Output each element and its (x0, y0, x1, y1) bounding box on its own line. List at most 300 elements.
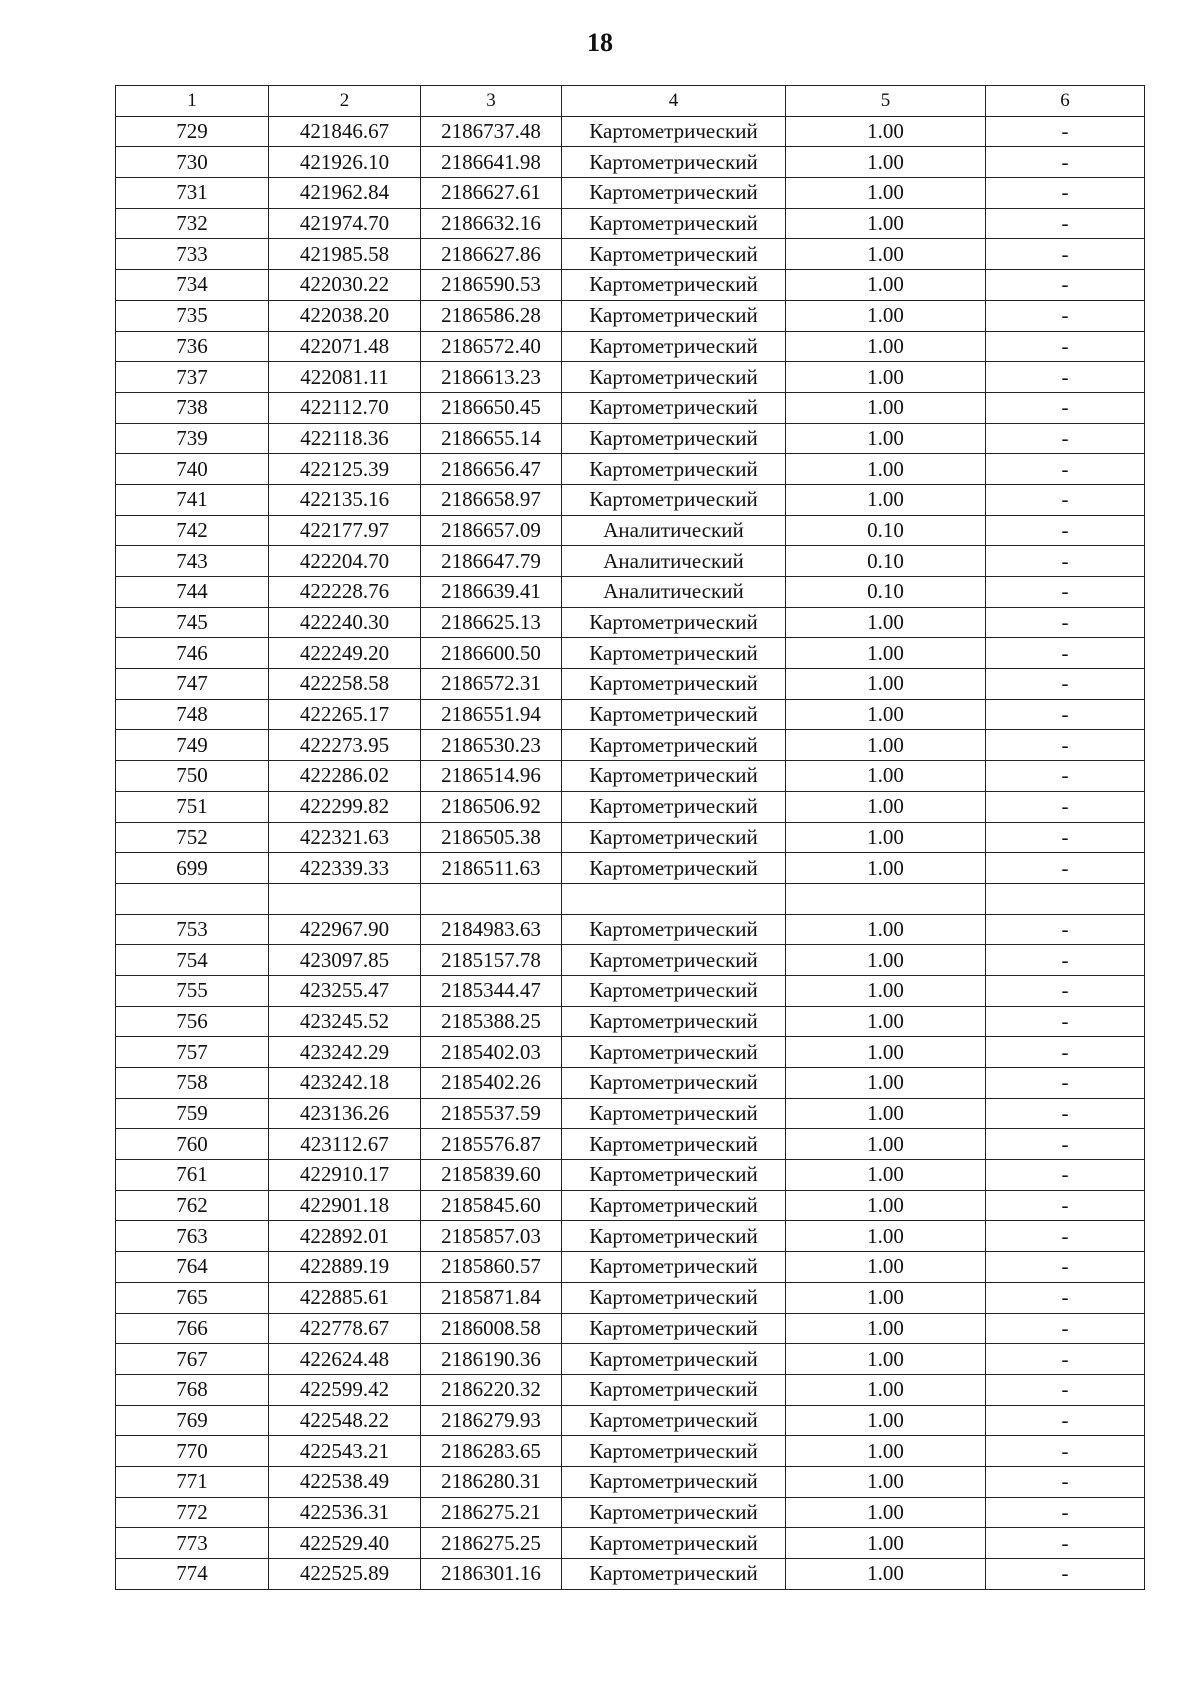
note-cell: - (986, 362, 1145, 393)
accuracy-cell: 1.00 (786, 484, 986, 515)
x-coordinate-cell: 422258.58 (269, 669, 421, 700)
y-coordinate-cell: 2186511.63 (421, 853, 562, 884)
x-coordinate-cell: 422228.76 (269, 577, 421, 608)
point-number-cell: 743 (116, 546, 269, 577)
y-coordinate-cell: 2186641.98 (421, 147, 562, 178)
point-number-cell: 767 (116, 1344, 269, 1375)
x-coordinate-cell: 423245.52 (269, 1006, 421, 1037)
point-number-cell: 760 (116, 1129, 269, 1160)
table-row (116, 300, 1145, 331)
table-row (116, 1160, 1145, 1191)
method-cell: Картометрический (562, 1436, 786, 1467)
accuracy-cell: 1.00 (786, 822, 986, 853)
y-coordinate-cell: 2186737.48 (421, 116, 562, 147)
note-cell: - (986, 730, 1145, 761)
table-row (116, 638, 1145, 669)
point-number-cell: 742 (116, 515, 269, 546)
x-coordinate-cell: 422249.20 (269, 638, 421, 669)
table-row (116, 1252, 1145, 1283)
x-coordinate-cell: 422536.31 (269, 1497, 421, 1528)
note-cell: - (986, 1221, 1145, 1252)
table-row (116, 454, 1145, 485)
point-number-cell: 744 (116, 577, 269, 608)
method-cell: Картометрический (562, 822, 786, 853)
method-cell: Аналитический (562, 546, 786, 577)
method-cell: Картометрический (562, 423, 786, 454)
y-coordinate-cell: 2186572.31 (421, 669, 562, 700)
point-number-cell: 736 (116, 331, 269, 362)
table-row (116, 1313, 1145, 1344)
accuracy-cell: 1.00 (786, 270, 986, 301)
method-cell (562, 883, 786, 914)
y-coordinate-cell: 2186639.41 (421, 577, 562, 608)
table-row (116, 1190, 1145, 1221)
x-coordinate-cell: 422118.36 (269, 423, 421, 454)
accuracy-cell: 0.10 (786, 515, 986, 546)
x-coordinate-cell: 422273.95 (269, 730, 421, 761)
table-row (116, 1282, 1145, 1313)
y-coordinate-cell: 2186627.86 (421, 239, 562, 270)
table-row (116, 546, 1145, 577)
accuracy-cell: 1.00 (786, 1221, 986, 1252)
x-coordinate-cell: 421962.84 (269, 178, 421, 209)
table-row (116, 1006, 1145, 1037)
x-coordinate-cell: 422538.49 (269, 1466, 421, 1497)
method-cell: Картометрический (562, 1528, 786, 1559)
note-cell: - (986, 791, 1145, 822)
table-row (116, 1129, 1145, 1160)
method-cell: Картометрический (562, 1098, 786, 1129)
point-number-cell: 751 (116, 791, 269, 822)
table-row (116, 761, 1145, 792)
accuracy-cell: 1.00 (786, 1374, 986, 1405)
table-body (116, 86, 1145, 1590)
method-cell: Картометрический (562, 1129, 786, 1160)
method-cell: Картометрический (562, 1313, 786, 1344)
note-cell: - (986, 392, 1145, 423)
point-number-cell: 738 (116, 392, 269, 423)
x-coordinate-cell: 422967.90 (269, 914, 421, 945)
y-coordinate-cell: 2186279.93 (421, 1405, 562, 1436)
y-coordinate-cell: 2186505.38 (421, 822, 562, 853)
table-row (116, 1374, 1145, 1405)
note-cell: - (986, 822, 1145, 853)
accuracy-cell: 1.00 (786, 945, 986, 976)
table-row (116, 1528, 1145, 1559)
table-row (116, 270, 1145, 301)
method-cell: Картометрический (562, 638, 786, 669)
y-coordinate-cell: 2186190.36 (421, 1344, 562, 1375)
y-coordinate-cell: 2186506.92 (421, 791, 562, 822)
y-coordinate-cell: 2186551.94 (421, 699, 562, 730)
y-coordinate-cell: 2185857.03 (421, 1221, 562, 1252)
note-cell: - (986, 116, 1145, 147)
y-coordinate-cell: 2185402.26 (421, 1068, 562, 1099)
note-cell: - (986, 914, 1145, 945)
x-coordinate-cell: 422901.18 (269, 1190, 421, 1221)
note-cell: - (986, 1037, 1145, 1068)
point-number-cell: 757 (116, 1037, 269, 1068)
note-cell: - (986, 945, 1145, 976)
accuracy-cell: 1.00 (786, 761, 986, 792)
note-cell: - (986, 1344, 1145, 1375)
note-cell: - (986, 1374, 1145, 1405)
point-number-cell: 762 (116, 1190, 269, 1221)
point-number-cell: 753 (116, 914, 269, 945)
table-row (116, 1559, 1145, 1590)
x-coordinate-cell: 422910.17 (269, 1160, 421, 1191)
method-cell: Картометрический (562, 208, 786, 239)
point-number-cell: 735 (116, 300, 269, 331)
point-number-cell: 732 (116, 208, 269, 239)
method-cell: Аналитический (562, 577, 786, 608)
method-cell: Картометрический (562, 1160, 786, 1191)
table-row (116, 484, 1145, 515)
accuracy-cell: 1.00 (786, 1282, 986, 1313)
table-row (116, 914, 1145, 945)
point-number-cell: 755 (116, 975, 269, 1006)
accuracy-cell: 1.00 (786, 392, 986, 423)
point-number-cell (116, 883, 269, 914)
point-number-cell: 761 (116, 1160, 269, 1191)
x-coordinate-cell: 422543.21 (269, 1436, 421, 1467)
accuracy-cell: 1.00 (786, 699, 986, 730)
y-coordinate-cell: 2186572.40 (421, 331, 562, 362)
table-row (116, 577, 1145, 608)
accuracy-cell: 1.00 (786, 1098, 986, 1129)
note-cell: - (986, 1282, 1145, 1313)
point-number-cell: 733 (116, 239, 269, 270)
y-coordinate-cell: 2184983.63 (421, 914, 562, 945)
point-number-cell: 771 (116, 1466, 269, 1497)
x-coordinate-cell: 422321.63 (269, 822, 421, 853)
method-cell: Картометрический (562, 1006, 786, 1037)
y-coordinate-cell: 2186220.32 (421, 1374, 562, 1405)
point-number-cell: 765 (116, 1282, 269, 1313)
table-row (116, 853, 1145, 884)
method-cell: Картометрический (562, 791, 786, 822)
x-coordinate-cell: 422624.48 (269, 1344, 421, 1375)
y-coordinate-cell: 2186280.31 (421, 1466, 562, 1497)
x-coordinate-cell: 422529.40 (269, 1528, 421, 1559)
x-coordinate-cell: 422030.22 (269, 270, 421, 301)
method-cell: Картометрический (562, 239, 786, 270)
point-number-cell: 731 (116, 178, 269, 209)
note-cell: - (986, 178, 1145, 209)
x-coordinate-cell: 422339.33 (269, 853, 421, 884)
note-cell: - (986, 975, 1145, 1006)
accuracy-cell: 1.00 (786, 178, 986, 209)
x-coordinate-cell: 422204.70 (269, 546, 421, 577)
column-header: 5 (786, 86, 986, 117)
method-cell: Картометрический (562, 853, 786, 884)
table-row (116, 1068, 1145, 1099)
y-coordinate-cell: 2185576.87 (421, 1129, 562, 1160)
y-coordinate-cell: 2185402.03 (421, 1037, 562, 1068)
x-coordinate-cell: 423242.18 (269, 1068, 421, 1099)
x-coordinate-cell: 422286.02 (269, 761, 421, 792)
point-number-cell: 741 (116, 484, 269, 515)
accuracy-cell: 1.00 (786, 1559, 986, 1590)
point-number-cell: 772 (116, 1497, 269, 1528)
point-number-cell: 756 (116, 1006, 269, 1037)
accuracy-cell: 1.00 (786, 1405, 986, 1436)
y-coordinate-cell: 2185845.60 (421, 1190, 562, 1221)
y-coordinate-cell: 2186600.50 (421, 638, 562, 669)
table-row (116, 730, 1145, 761)
method-cell: Картометрический (562, 331, 786, 362)
y-coordinate-cell: 2186655.14 (421, 423, 562, 454)
table-row (116, 178, 1145, 209)
note-cell: - (986, 1129, 1145, 1160)
table-row (116, 362, 1145, 393)
y-coordinate-cell: 2186647.79 (421, 546, 562, 577)
accuracy-cell: 1.00 (786, 300, 986, 331)
coordinates-table (115, 85, 1145, 1590)
column-header: 4 (562, 86, 786, 117)
table-row (116, 331, 1145, 362)
x-coordinate-cell: 422265.17 (269, 699, 421, 730)
point-number-cell: 737 (116, 362, 269, 393)
y-coordinate-cell: 2185388.25 (421, 1006, 562, 1037)
point-number-cell: 740 (116, 454, 269, 485)
accuracy-cell: 1.00 (786, 607, 986, 638)
table-row (116, 392, 1145, 423)
note-cell: - (986, 300, 1145, 331)
point-number-cell: 734 (116, 270, 269, 301)
note-cell: - (986, 761, 1145, 792)
note-cell: - (986, 1313, 1145, 1344)
note-cell: - (986, 1405, 1145, 1436)
table-row (116, 607, 1145, 638)
x-coordinate-cell: 423112.67 (269, 1129, 421, 1160)
accuracy-cell: 1.00 (786, 1129, 986, 1160)
method-cell: Картометрический (562, 484, 786, 515)
point-number-cell: 750 (116, 761, 269, 792)
x-coordinate-cell: 422892.01 (269, 1221, 421, 1252)
method-cell: Картометрический (562, 1282, 786, 1313)
method-cell: Картометрический (562, 1405, 786, 1436)
x-coordinate-cell: 422071.48 (269, 331, 421, 362)
note-cell: - (986, 1098, 1145, 1129)
point-number-cell: 749 (116, 730, 269, 761)
accuracy-cell: 1.00 (786, 331, 986, 362)
note-cell: - (986, 638, 1145, 669)
x-coordinate-cell: 422889.19 (269, 1252, 421, 1283)
accuracy-cell: 1.00 (786, 1006, 986, 1037)
note-cell: - (986, 331, 1145, 362)
y-coordinate-cell: 2185839.60 (421, 1160, 562, 1191)
accuracy-cell: 1.00 (786, 853, 986, 884)
y-coordinate-cell: 2186632.16 (421, 208, 562, 239)
method-cell: Картометрический (562, 669, 786, 700)
y-coordinate-cell: 2186650.45 (421, 392, 562, 423)
x-coordinate-cell: 422525.89 (269, 1559, 421, 1590)
accuracy-cell: 1.00 (786, 116, 986, 147)
column-header: 1 (116, 86, 269, 117)
table-row (116, 1098, 1145, 1129)
x-coordinate-cell: 422112.70 (269, 392, 421, 423)
table-row (116, 669, 1145, 700)
y-coordinate-cell: 2185157.78 (421, 945, 562, 976)
accuracy-cell (786, 883, 986, 914)
y-coordinate-cell: 2186514.96 (421, 761, 562, 792)
y-coordinate-cell: 2186657.09 (421, 515, 562, 546)
table-row (116, 822, 1145, 853)
note-cell: - (986, 1160, 1145, 1191)
accuracy-cell: 1.00 (786, 1313, 986, 1344)
y-coordinate-cell: 2185860.57 (421, 1252, 562, 1283)
note-cell: - (986, 1006, 1145, 1037)
method-cell: Картометрический (562, 1497, 786, 1528)
x-coordinate-cell (269, 883, 421, 914)
point-number-cell: 747 (116, 669, 269, 700)
table-row (116, 116, 1145, 147)
accuracy-cell: 1.00 (786, 975, 986, 1006)
table-row (116, 1344, 1145, 1375)
method-cell: Картометрический (562, 1068, 786, 1099)
note-cell: - (986, 546, 1145, 577)
table-row (116, 1497, 1145, 1528)
table-row (116, 1221, 1145, 1252)
accuracy-cell: 1.00 (786, 1528, 986, 1559)
y-coordinate-cell: 2186590.53 (421, 270, 562, 301)
x-coordinate-cell: 422135.16 (269, 484, 421, 515)
y-coordinate-cell: 2186656.47 (421, 454, 562, 485)
x-coordinate-cell: 421846.67 (269, 116, 421, 147)
accuracy-cell: 1.00 (786, 454, 986, 485)
point-number-cell: 730 (116, 147, 269, 178)
table-row (116, 1436, 1145, 1467)
method-cell: Картометрический (562, 178, 786, 209)
accuracy-cell: 0.10 (786, 546, 986, 577)
y-coordinate-cell: 2186586.28 (421, 300, 562, 331)
table-row (116, 423, 1145, 454)
method-cell: Картометрический (562, 975, 786, 1006)
point-number-cell: 773 (116, 1528, 269, 1559)
method-cell: Картометрический (562, 1190, 786, 1221)
note-cell: - (986, 239, 1145, 270)
x-coordinate-cell: 422177.97 (269, 515, 421, 546)
point-number-cell: 766 (116, 1313, 269, 1344)
x-coordinate-cell: 423136.26 (269, 1098, 421, 1129)
note-cell: - (986, 270, 1145, 301)
method-cell: Картометрический (562, 607, 786, 638)
accuracy-cell: 1.00 (786, 1466, 986, 1497)
accuracy-cell: 1.00 (786, 638, 986, 669)
point-number-cell: 729 (116, 116, 269, 147)
table-row (116, 239, 1145, 270)
note-cell: - (986, 515, 1145, 546)
accuracy-cell: 1.00 (786, 1037, 986, 1068)
table-row (116, 515, 1145, 546)
table-row (116, 883, 1145, 914)
point-number-cell: 748 (116, 699, 269, 730)
accuracy-cell: 1.00 (786, 1344, 986, 1375)
note-cell: - (986, 699, 1145, 730)
point-number-cell: 739 (116, 423, 269, 454)
x-coordinate-cell: 422081.11 (269, 362, 421, 393)
method-cell: Картометрический (562, 392, 786, 423)
point-number-cell: 699 (116, 853, 269, 884)
x-coordinate-cell: 421985.58 (269, 239, 421, 270)
note-cell: - (986, 1436, 1145, 1467)
accuracy-cell: 1.00 (786, 1160, 986, 1191)
accuracy-cell: 1.00 (786, 208, 986, 239)
y-coordinate-cell: 2185871.84 (421, 1282, 562, 1313)
column-header: 6 (986, 86, 1145, 117)
point-number-cell: 754 (116, 945, 269, 976)
note-cell: - (986, 607, 1145, 638)
method-cell: Картометрический (562, 1221, 786, 1252)
note-cell: - (986, 577, 1145, 608)
table-row (116, 147, 1145, 178)
y-coordinate-cell: 2186613.23 (421, 362, 562, 393)
note-cell: - (986, 484, 1145, 515)
note-cell: - (986, 1497, 1145, 1528)
accuracy-cell: 1.00 (786, 1497, 986, 1528)
note-cell: - (986, 853, 1145, 884)
x-coordinate-cell: 422038.20 (269, 300, 421, 331)
point-number-cell: 746 (116, 638, 269, 669)
y-coordinate-cell: 2186283.65 (421, 1436, 562, 1467)
accuracy-cell: 0.10 (786, 577, 986, 608)
y-coordinate-cell: 2186008.58 (421, 1313, 562, 1344)
x-coordinate-cell: 423097.85 (269, 945, 421, 976)
accuracy-cell: 1.00 (786, 423, 986, 454)
method-cell: Картометрический (562, 454, 786, 485)
point-number-cell: 745 (116, 607, 269, 638)
x-coordinate-cell: 421974.70 (269, 208, 421, 239)
y-coordinate-cell: 2186627.61 (421, 178, 562, 209)
x-coordinate-cell: 423255.47 (269, 975, 421, 1006)
method-cell: Картометрический (562, 730, 786, 761)
note-cell: - (986, 669, 1145, 700)
note-cell: - (986, 1559, 1145, 1590)
method-cell: Картометрический (562, 945, 786, 976)
y-coordinate-cell: 2186530.23 (421, 730, 562, 761)
accuracy-cell: 1.00 (786, 791, 986, 822)
x-coordinate-cell: 422548.22 (269, 1405, 421, 1436)
method-cell: Картометрический (562, 300, 786, 331)
page-number: 18 (587, 28, 613, 57)
note-cell: - (986, 423, 1145, 454)
accuracy-cell: 1.00 (786, 1252, 986, 1283)
method-cell: Картометрический (562, 362, 786, 393)
y-coordinate-cell: 2186275.25 (421, 1528, 562, 1559)
method-cell: Картометрический (562, 1559, 786, 1590)
method-cell: Аналитический (562, 515, 786, 546)
method-cell: Картометрический (562, 116, 786, 147)
table-row (116, 699, 1145, 730)
note-cell: - (986, 1068, 1145, 1099)
note-cell (986, 883, 1145, 914)
note-cell: - (986, 147, 1145, 178)
accuracy-cell: 1.00 (786, 1068, 986, 1099)
method-cell: Картометрический (562, 1344, 786, 1375)
note-cell: - (986, 454, 1145, 485)
note-cell: - (986, 1190, 1145, 1221)
y-coordinate-cell (421, 883, 562, 914)
accuracy-cell: 1.00 (786, 1190, 986, 1221)
x-coordinate-cell: 422885.61 (269, 1282, 421, 1313)
note-cell: - (986, 1466, 1145, 1497)
note-cell: - (986, 1528, 1145, 1559)
method-cell: Картометрический (562, 1374, 786, 1405)
method-cell: Картометрический (562, 1466, 786, 1497)
column-header: 2 (269, 86, 421, 117)
point-number-cell: 764 (116, 1252, 269, 1283)
